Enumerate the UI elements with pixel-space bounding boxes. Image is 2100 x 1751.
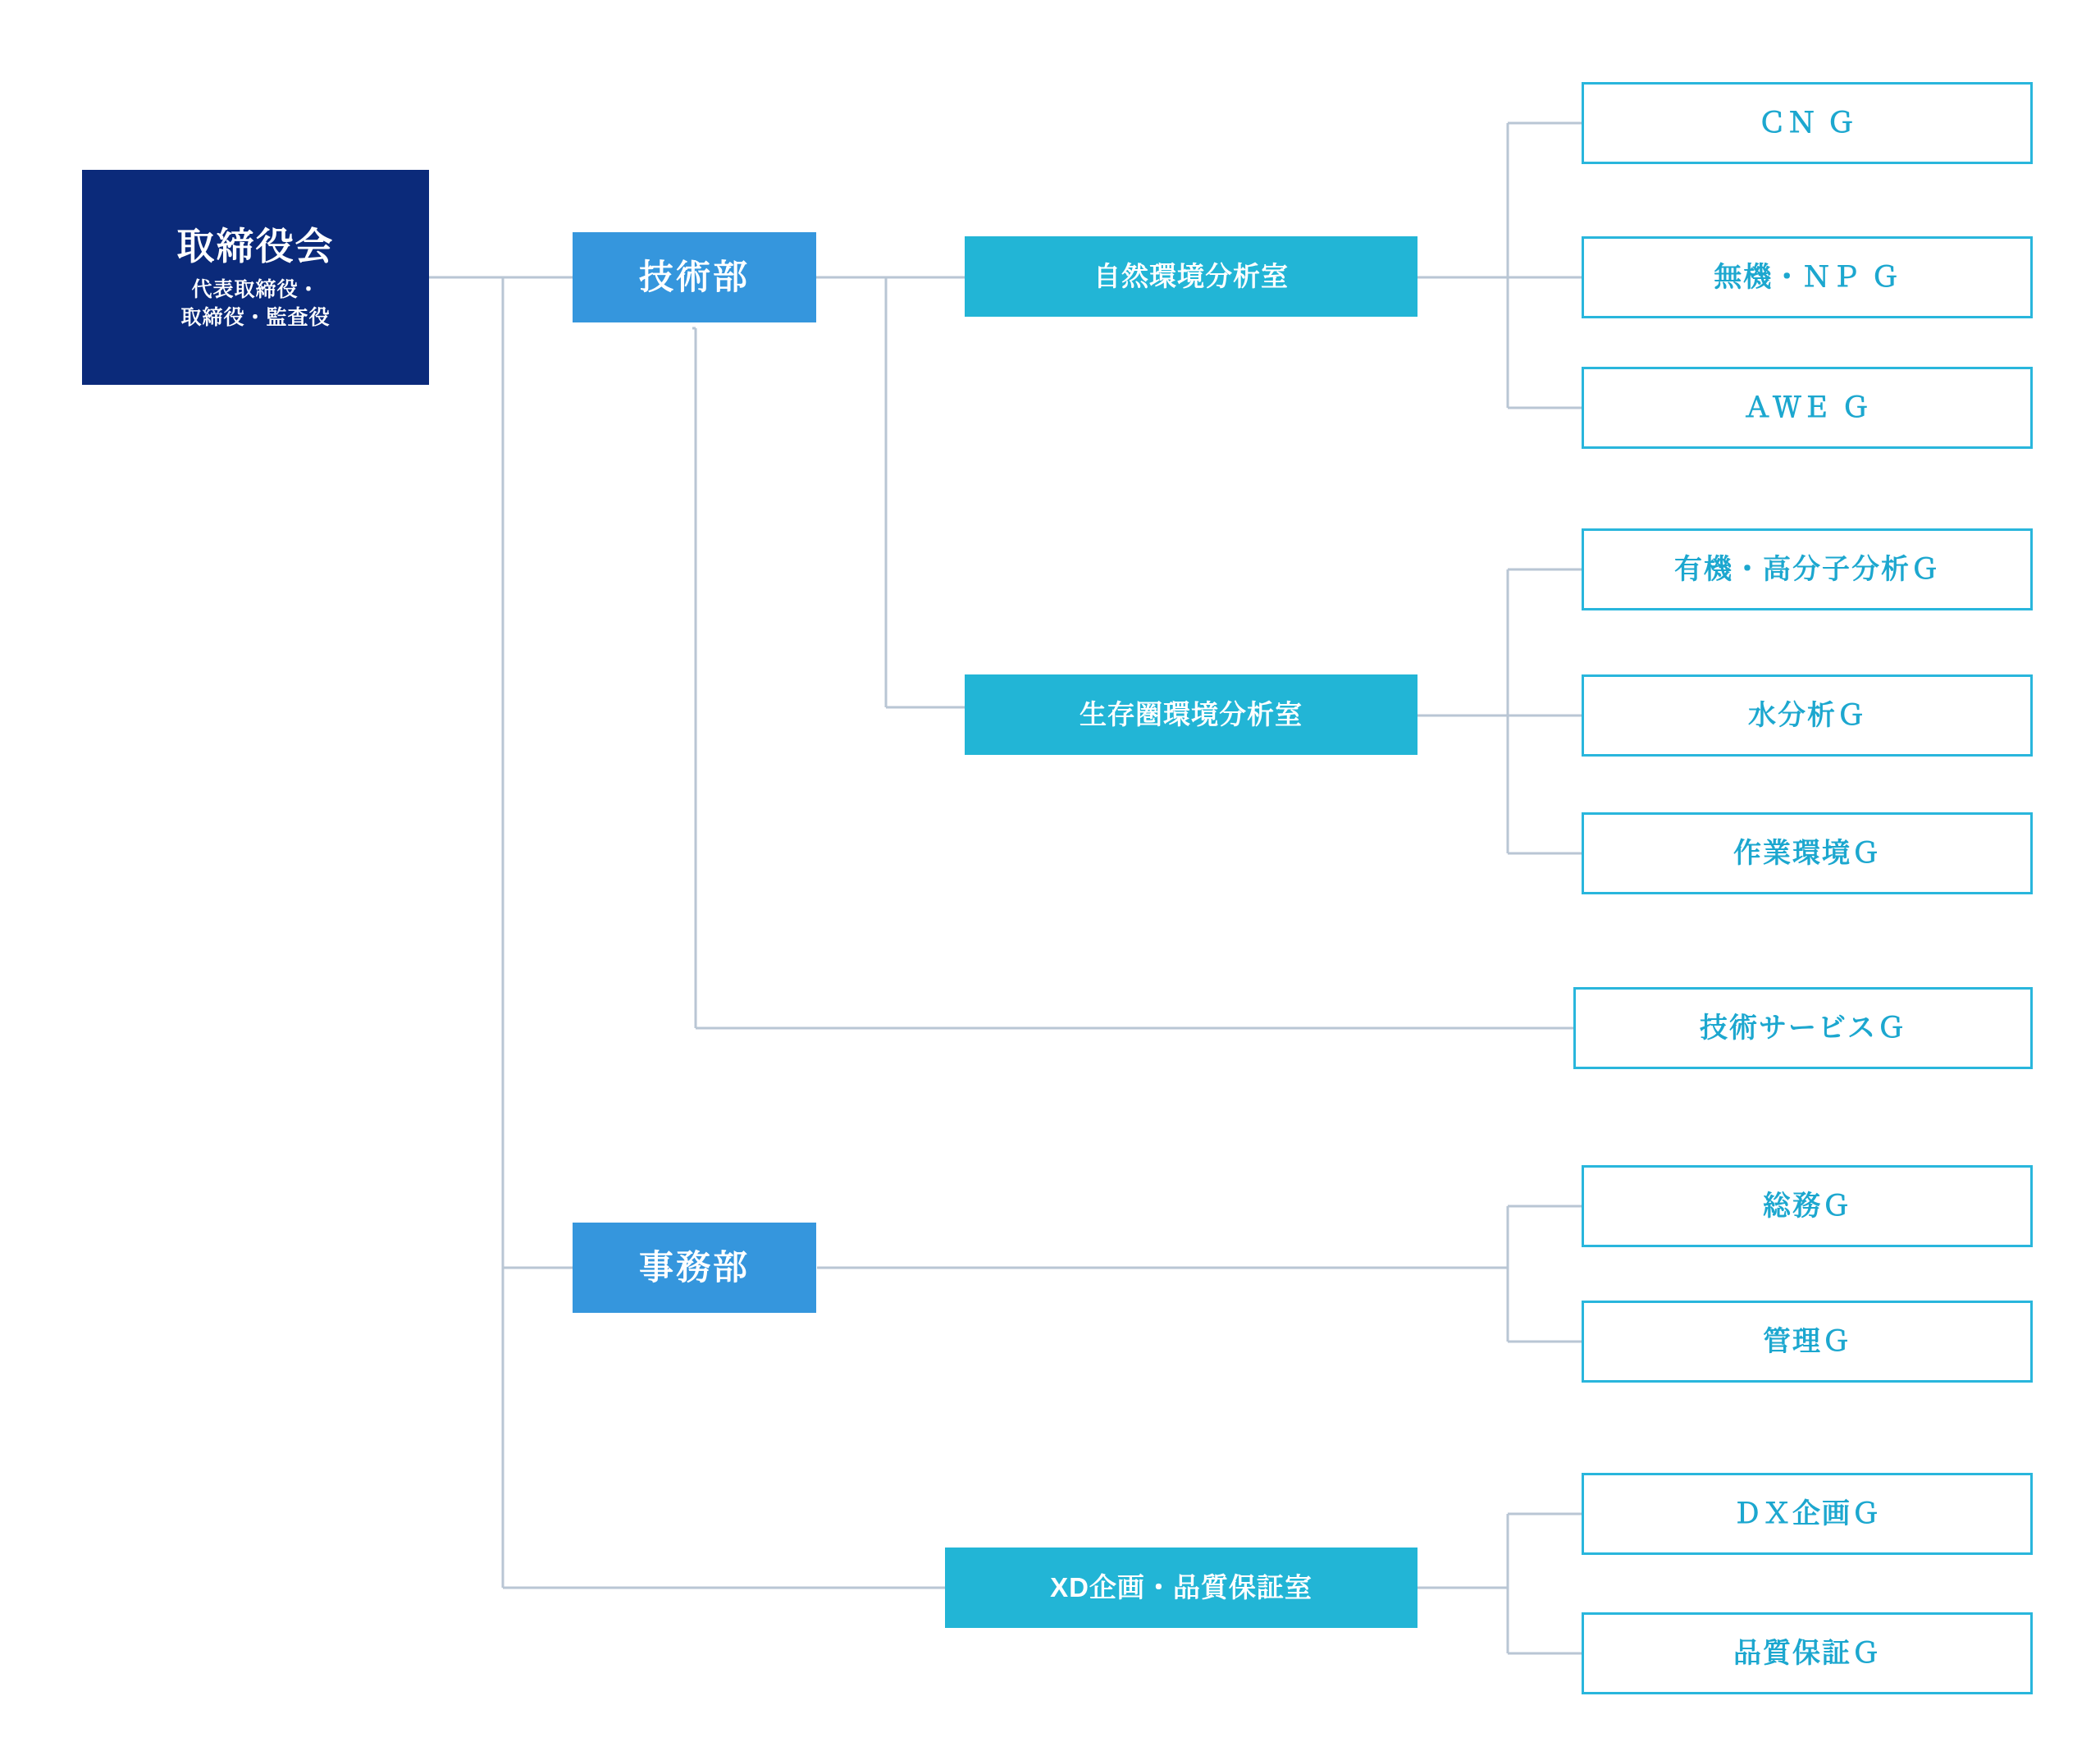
node-group-organic-polymer-analysis[interactable]: 有機・高分子分析Ｇ <box>1582 528 2033 610</box>
node-office-department[interactable]: 事務部 <box>573 1223 816 1313</box>
node-subtitle <box>180 277 330 332</box>
node-group-dx-planning[interactable]: ＤＸ企画Ｇ <box>1582 1473 2033 1555</box>
node-group-quality-assurance[interactable]: 品質保証Ｇ <box>1582 1612 2033 1694</box>
node-group-technical-service[interactable]: 技術サービスＧ <box>1573 987 2033 1069</box>
node-group-awe[interactable]: ＡＷＥ Ｇ <box>1582 367 2033 449</box>
node-biosphere-environment-analysis-office[interactable]: 生存圏環境分析室 <box>965 674 1418 755</box>
node-board-of-directors[interactable] <box>82 170 429 385</box>
node-title: 取締役会 <box>176 224 335 267</box>
node-group-cn[interactable]: ＣＮ Ｇ <box>1582 82 2033 164</box>
node-subtitle-line1: 代表取締役・ <box>191 278 320 301</box>
node-group-inorganic-np[interactable]: 無機・ＮＰ Ｇ <box>1582 236 2033 318</box>
node-xd-planning-quality-assurance-office[interactable]: XD企画・品質保証室 <box>945 1548 1418 1628</box>
node-technology-department[interactable]: 技術部 <box>573 232 816 322</box>
node-subtitle-line2: 取締役・監査役 <box>180 305 331 329</box>
node-group-work-environment[interactable]: 作業環境Ｇ <box>1582 812 2033 894</box>
node-group-general-affairs[interactable]: 総務Ｇ <box>1582 1165 2033 1247</box>
node-natural-environment-analysis-office[interactable]: 自然環境分析室 <box>965 236 1418 317</box>
node-group-management[interactable]: 管理Ｇ <box>1582 1301 2033 1383</box>
node-group-water-analysis[interactable]: 水分析Ｇ <box>1582 674 2033 757</box>
